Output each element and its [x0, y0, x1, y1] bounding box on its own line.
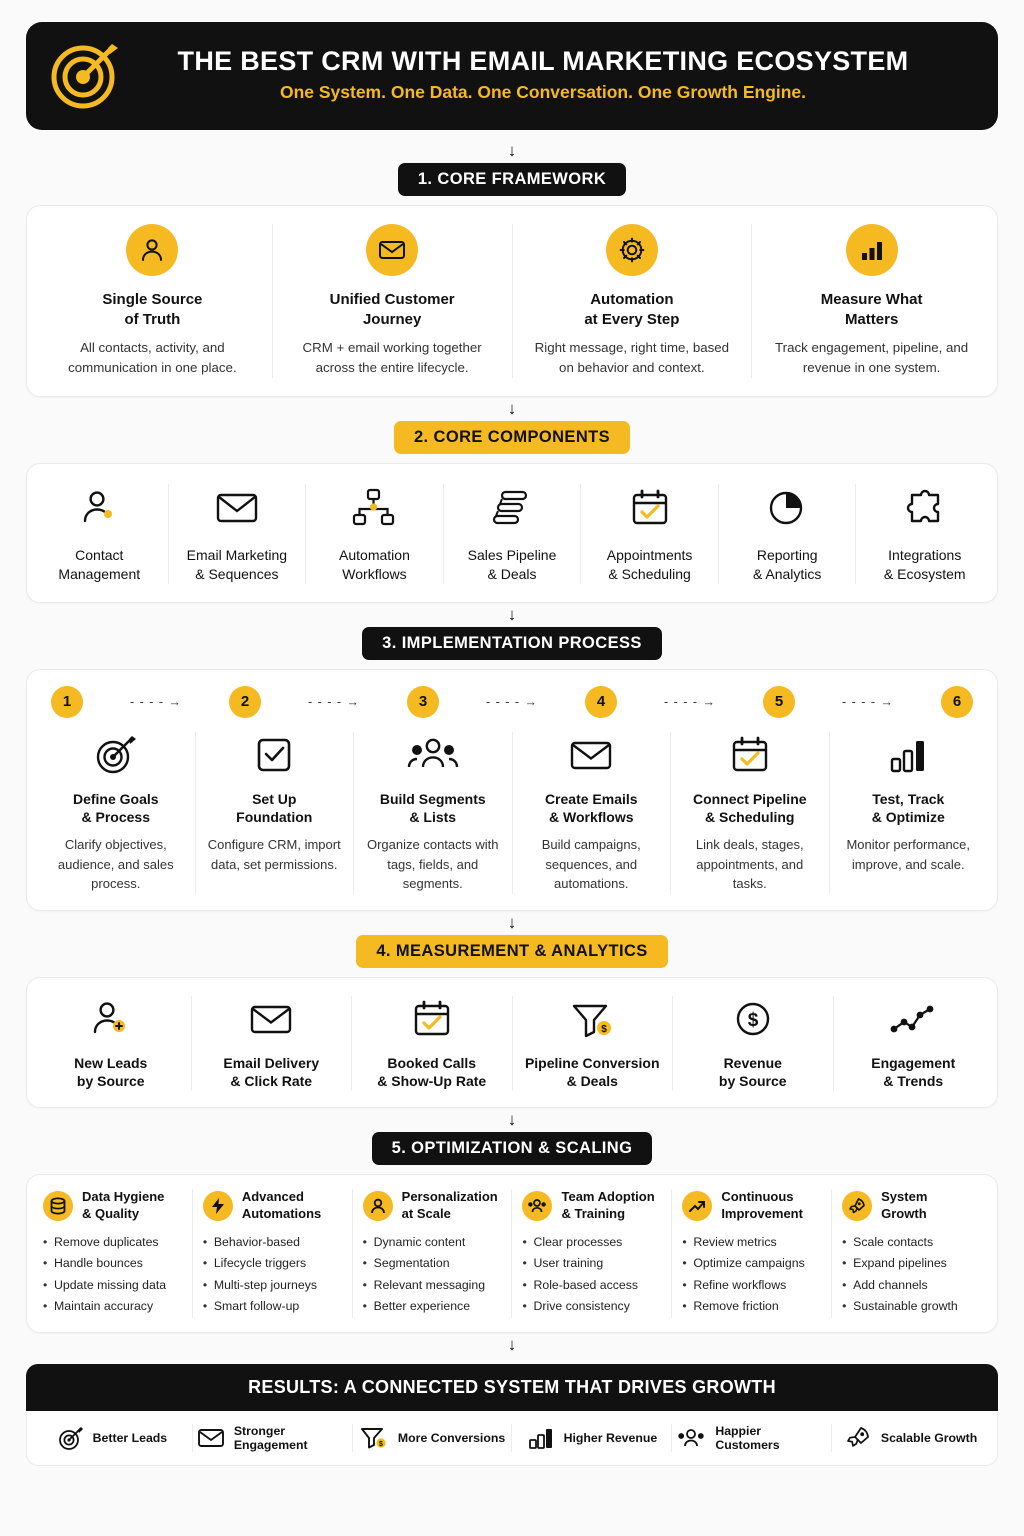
calendar-check-icon — [360, 996, 504, 1042]
step-desc: Configure CRM, import data, set permissions. — [207, 837, 341, 872]
bullet: • Drive consistency — [522, 1296, 661, 1318]
user-icon — [126, 224, 178, 276]
step-desc: Monitor performance, improve, and scale. — [846, 837, 971, 872]
step-connector: - - - - → — [663, 694, 717, 709]
optimization-bullets — [682, 1232, 821, 1318]
results-title: RESULTS: A CONNECTED SYSTEM THAT DRIVES GROWTH — [248, 1376, 776, 1397]
step-number: 2 — [229, 686, 261, 718]
result-item — [33, 1424, 193, 1452]
optimization-item — [512, 1189, 672, 1318]
bullet: • Handle bounces — [43, 1253, 182, 1275]
flow-arrow-2: ↓ — [507, 398, 517, 418]
framework-item-desc: All contacts, activity, and communication in one place. — [68, 340, 237, 375]
implementation-step — [37, 732, 196, 894]
page-subtitle: One System. One Data. One Conversation. One Growth Engine. — [279, 82, 807, 103]
section-1-label: 1. CORE FRAMEWORK — [398, 163, 626, 196]
step-number: 5 — [763, 686, 795, 718]
section-5-heading — [26, 1132, 998, 1165]
flow-arrow-6: ↓ — [507, 1334, 517, 1354]
optimization-title: Data Hygiene & Quality — [82, 1189, 165, 1221]
metric-item — [192, 996, 353, 1092]
framework-item — [513, 224, 753, 378]
step-title: Define Goals & Process — [72, 790, 159, 825]
header-banner — [26, 22, 998, 130]
envelope-open-icon — [175, 484, 300, 532]
result-item — [512, 1424, 672, 1452]
step-number: 6 — [941, 686, 973, 718]
pipeline-stages-icon — [450, 484, 575, 532]
bullet: • Clear processes — [522, 1232, 661, 1254]
flow-arrow-5: ↓ — [507, 1110, 517, 1130]
step-desc: Organize contacts with tags, fields, and segments. — [366, 837, 499, 892]
pie-chart-icon — [725, 484, 850, 532]
component-item — [169, 484, 307, 584]
implementation-step — [671, 732, 830, 894]
result-label: Stronger Engagement — [233, 1423, 308, 1452]
framework-item-desc: Track engagement, pipeline, and revenue in one system. — [775, 340, 969, 375]
user-icon — [363, 1191, 393, 1221]
metric-label: Engagement & Trends — [871, 1054, 956, 1090]
bullet: • Multi-step journeys — [203, 1275, 342, 1297]
svg-text:$: $ — [378, 1440, 383, 1448]
optimization-item — [832, 1189, 991, 1318]
metric-item — [673, 996, 834, 1092]
optimization-bullets — [522, 1232, 661, 1318]
bullet: • Dynamic content — [363, 1232, 502, 1254]
optimization-title: Team Adoption & Training — [561, 1189, 655, 1221]
bullet: • Review metrics — [682, 1232, 821, 1254]
result-item — [832, 1424, 991, 1452]
optimization-item — [33, 1189, 193, 1318]
section-1-heading — [26, 163, 998, 196]
framework-item — [752, 224, 991, 378]
result-label: Happier Customers — [715, 1423, 780, 1452]
bullet: • Update missing data — [43, 1275, 182, 1297]
bullet: • Remove duplicates — [43, 1232, 182, 1254]
metric-label: Booked Calls & Show-Up Rate — [377, 1054, 487, 1090]
bullet: • Sustainable growth — [842, 1296, 981, 1318]
result-item — [672, 1424, 832, 1452]
flow-arrow-3: ↓ — [507, 604, 517, 624]
component-item — [581, 484, 719, 584]
metric-label: New Leads by Source — [74, 1054, 148, 1090]
bullet: • Remove friction — [682, 1296, 821, 1318]
target-arrow-icon — [48, 732, 184, 778]
framework-item — [273, 224, 513, 378]
target-arrow-icon — [58, 1425, 84, 1451]
component-item — [31, 484, 169, 584]
section-3-card — [26, 669, 998, 911]
optimization-bullets — [43, 1232, 182, 1318]
result-label: Scalable Growth — [880, 1430, 978, 1445]
step-connector: - - - - → — [129, 694, 183, 709]
section-5-label: 5. OPTIMIZATION & SCALING — [372, 1132, 653, 1165]
framework-item-title: Automation at Every Step — [584, 291, 680, 328]
step-desc: Clarify objectives, audience, and sales process. — [57, 837, 174, 892]
framework-item — [33, 224, 273, 378]
checkbox-icon — [207, 732, 343, 778]
step-desc: Link deals, stages, appointments, and tasks. — [695, 837, 804, 892]
bullet: • Refine workflows — [682, 1275, 821, 1297]
workflow-nodes-icon — [312, 484, 437, 532]
people-group-icon — [365, 732, 501, 778]
bullet: • User training — [522, 1253, 661, 1275]
bullet: • Add channels — [842, 1275, 981, 1297]
section-4-label: 4. MEASUREMENT & ANALYTICS — [356, 935, 667, 968]
step-title: Create Emails & Workflows — [544, 790, 638, 825]
component-item — [444, 484, 582, 584]
implementation-step — [196, 732, 355, 894]
page-title: THE BEST CRM WITH EMAIL MARKETING ECOSYSTEM — [177, 45, 909, 76]
section-2-heading — [26, 421, 998, 454]
calendar-check-icon — [682, 732, 818, 778]
optimization-bullets — [363, 1232, 502, 1318]
svg-text:$: $ — [747, 1009, 759, 1031]
step-title: Connect Pipeline & Scheduling — [692, 790, 807, 825]
bullet: • Lifecycle triggers — [203, 1253, 342, 1275]
gear-icon — [606, 224, 658, 276]
bullet: • Smart follow-up — [203, 1296, 342, 1318]
result-item — [353, 1424, 513, 1452]
metric-item — [513, 996, 674, 1092]
people-group-icon — [676, 1427, 706, 1449]
contact-user-icon — [37, 484, 162, 532]
framework-item-title: Unified Customer Journey — [329, 291, 455, 328]
optimization-bullets — [203, 1232, 342, 1318]
result-label: Better Leads — [92, 1430, 168, 1445]
metric-label: Revenue by Source — [718, 1054, 787, 1090]
optimization-bullets — [842, 1232, 981, 1318]
bullet: • Role-based access — [522, 1275, 661, 1297]
component-item — [306, 484, 444, 584]
step-title: Build Segments & Lists — [379, 790, 486, 825]
envelope-icon — [197, 1427, 225, 1449]
section-5-card — [26, 1174, 998, 1333]
database-icon — [43, 1191, 73, 1221]
arrow-up-trend-icon — [682, 1191, 712, 1221]
optimization-title: Personalization at Scale — [401, 1189, 498, 1221]
metric-label: Pipeline Conversion & Deals — [524, 1054, 660, 1090]
rocket-icon — [842, 1191, 872, 1221]
metric-label: Email Delivery & Click Rate — [223, 1054, 320, 1090]
bullet: • Better experience — [363, 1296, 502, 1318]
section-2-label: 2. CORE COMPONENTS — [394, 421, 630, 454]
bullet: • Behavior-based — [203, 1232, 342, 1254]
dollar-circle-icon — [681, 996, 825, 1042]
optimization-item — [353, 1189, 513, 1318]
funnel-dollar-icon — [359, 1425, 389, 1451]
bullet: • Optimize campaigns — [682, 1253, 821, 1275]
section-1-card — [26, 205, 998, 397]
results-row — [26, 1411, 998, 1466]
bar-chart-icon — [846, 224, 898, 276]
section-4-heading — [26, 935, 998, 968]
target-arrow-icon — [48, 38, 122, 112]
people-group-icon — [522, 1191, 552, 1221]
component-item — [719, 484, 857, 584]
implementation-step — [513, 732, 672, 894]
bullet: • Segmentation — [363, 1253, 502, 1275]
bullet: • Relevant messaging — [363, 1275, 502, 1297]
bar-chart-icon — [527, 1426, 555, 1450]
section-3-label: 3. IMPLEMENTATION PROCESS — [362, 627, 662, 660]
funnel-dollar-icon — [521, 996, 665, 1042]
component-label: Appointments & Scheduling — [606, 546, 693, 582]
envelope-icon — [524, 732, 660, 778]
step-connector: - - - - → — [485, 694, 539, 709]
component-item — [856, 484, 993, 584]
optimization-title: Advanced Automations — [241, 1189, 322, 1221]
bar-chart-icon — [841, 732, 977, 778]
framework-item-title: Measure What Matters — [820, 291, 923, 328]
results-banner — [26, 1364, 998, 1411]
section-2-card — [26, 463, 998, 603]
optimization-title: System Growth — [881, 1189, 928, 1221]
step-title: Test, Track & Optimize — [871, 790, 945, 825]
step-number: 1 — [51, 686, 83, 718]
lightning-bolt-icon — [203, 1191, 233, 1221]
result-item — [193, 1424, 353, 1452]
step-connector: - - - - → — [841, 694, 895, 709]
optimization-title: Continuous Improvement — [721, 1189, 803, 1221]
bullet: • Scale contacts — [842, 1232, 981, 1254]
flow-arrow-1: ↓ — [507, 141, 517, 160]
puzzle-piece-icon — [862, 484, 987, 532]
component-label: Contact Management — [58, 546, 141, 582]
rocket-icon — [846, 1425, 872, 1451]
section-4-card — [26, 977, 998, 1109]
metric-item — [834, 996, 994, 1092]
optimization-item — [193, 1189, 353, 1318]
optimization-item — [672, 1189, 832, 1318]
framework-item-desc: Right message, right time, based on behavior and context. — [534, 340, 730, 375]
step-number: 4 — [585, 686, 617, 718]
step-number: 3 — [407, 686, 439, 718]
component-label: Reporting & Analytics — [752, 546, 822, 582]
metric-item — [31, 996, 192, 1092]
svg-text:$: $ — [601, 1023, 608, 1035]
bullet: • Maintain accuracy — [43, 1296, 182, 1318]
framework-item-title: Single Source of Truth — [102, 291, 203, 328]
flow-arrow-4: ↓ — [507, 912, 517, 932]
trend-line-icon — [842, 996, 986, 1042]
component-label: Automation Workflows — [339, 546, 410, 582]
implementation-step — [830, 732, 988, 894]
step-desc: Build campaigns, sequences, and automations. — [541, 837, 641, 892]
calendar-check-icon — [587, 484, 712, 532]
component-label: Integrations & Ecosystem — [883, 546, 966, 582]
step-title: Set Up Foundation — [236, 790, 313, 825]
framework-item-desc: CRM + email working together across the entire lifecycle. — [302, 340, 482, 375]
user-plus-icon — [39, 996, 183, 1042]
section-3-heading — [26, 627, 998, 660]
step-number-row — [37, 686, 987, 720]
component-label: Email Marketing & Sequences — [186, 546, 288, 582]
implementation-step — [354, 732, 513, 894]
component-label: Sales Pipeline & Deals — [467, 546, 557, 582]
envelope-icon — [366, 224, 418, 276]
step-connector: - - - - → — [307, 694, 361, 709]
envelope-icon — [200, 996, 344, 1042]
bullet: • Expand pipelines — [842, 1253, 981, 1275]
metric-item — [352, 996, 513, 1092]
result-label: Higher Revenue — [563, 1430, 658, 1445]
result-label: More Conversions — [397, 1430, 506, 1445]
